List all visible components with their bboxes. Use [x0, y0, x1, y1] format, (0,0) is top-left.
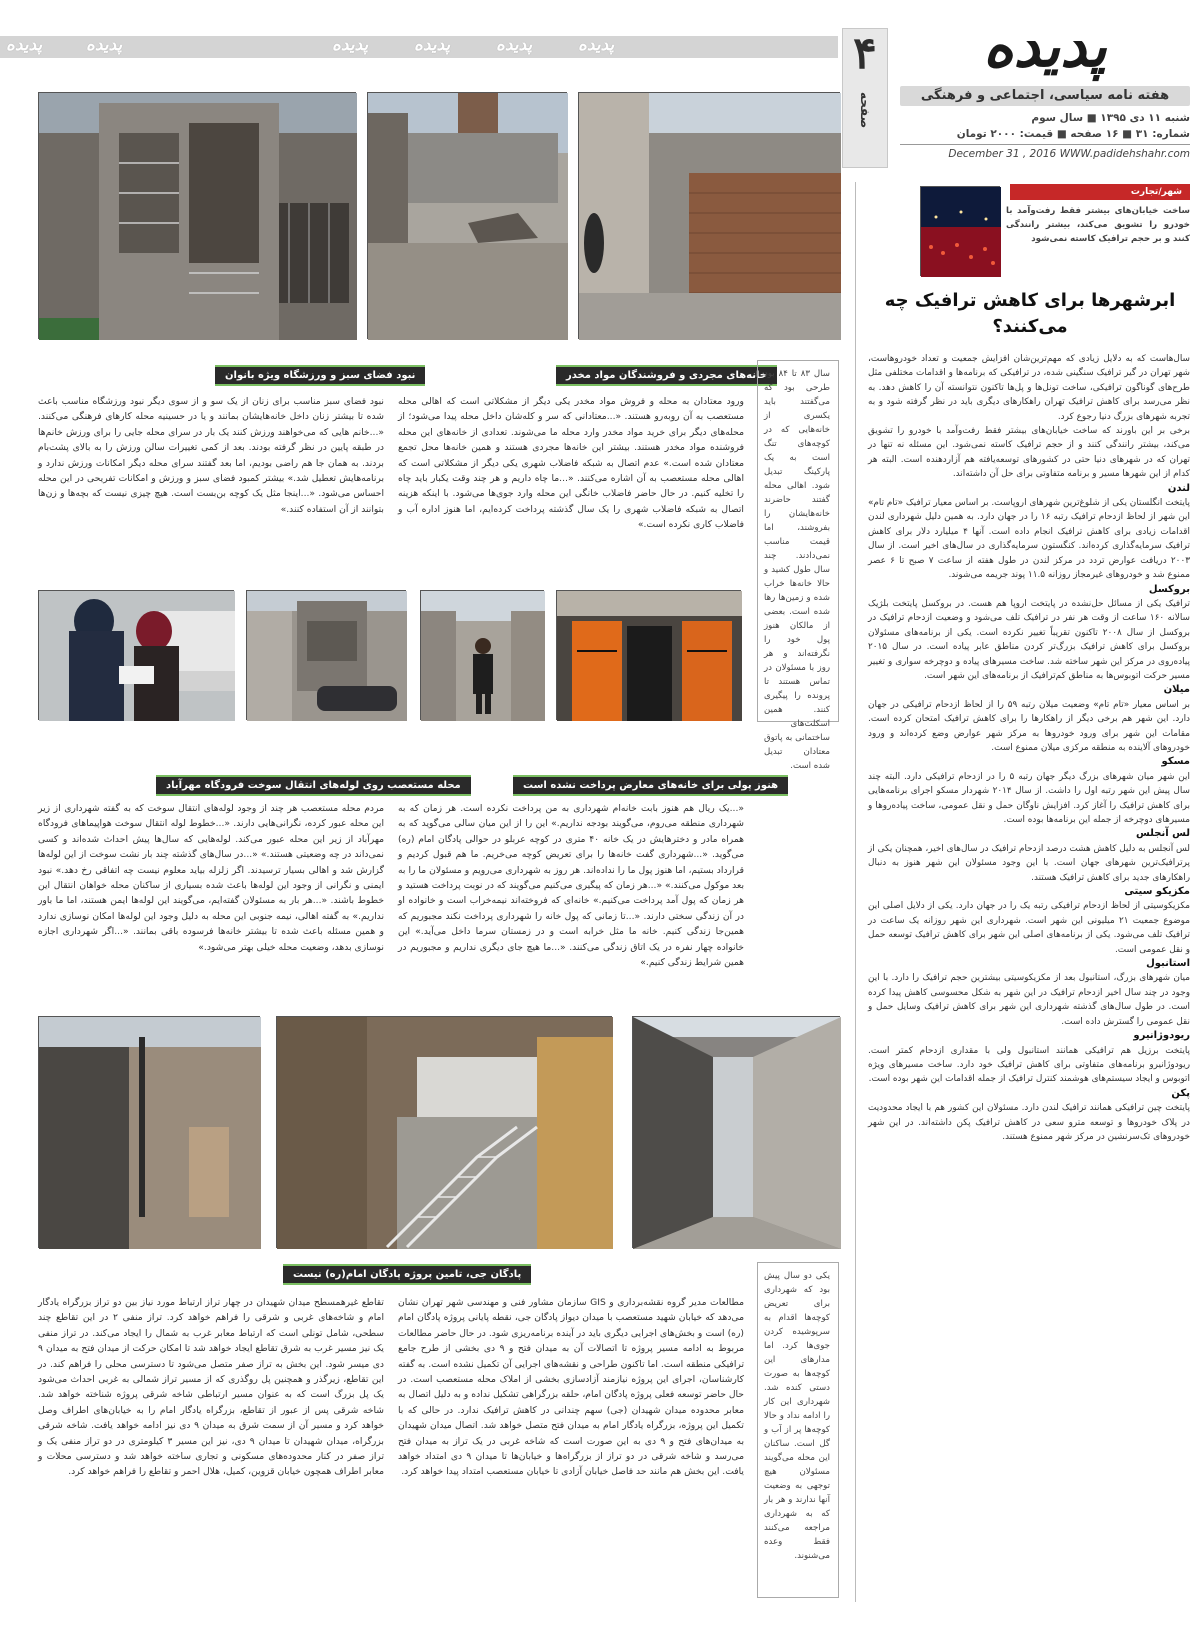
- masthead-divider: [900, 144, 1190, 145]
- photo-building-balconies-img: [39, 93, 357, 340]
- side-paragraph: بر اساس معیار «تام تام» وضعیت میلان رتبه ۵۹ را از لحاظ ازدحام ترافیکی در جهان دارد. این شهر هم برخی دیگر از راهکارها را برای کاهش ترافیک امتحان کرده است. مقامات این شهر برای ورود خودروها به مرکز شهر عوارض وضع کرده‌اند و ورود خودروهای آلاینده به منطقه مرکزی میلان ممنوع است.: [868, 699, 1190, 753]
- issue-number-line: شماره: ۳۱ ■ ۱۶ صفحه ■ قیمت: ۲۰۰۰ تومان: [956, 128, 1190, 140]
- article-text: مطالعات مدیر گروه نقشه‌برداری و GIS سازمان مشاور فنی و مهندسی شهر تهران نشان می‌دهد که خیابان شهید مستعصب با میدان دیواز پادگان جی، نقطه پایانی پروژه پادگان امام (ره) است و بخش‌های اجرایی دیگری باید در آینده برنامه‌ریزی شود. در حال حاضر مطالعات مربوط به ادامه مسیر پروژه تا اتصالات آن به میدان فتح و ۹ دی بخشی از طرح جامع ترافیکی منطقه است. اما تاکنون طراحی و نقشه‌های اجرایی آن تکمیل نشده است. به گفته کارشناسان، اجرای این پروژه نیازمند آزادسازی بخشی از املاک محله مستعصب است. در حال حاضر توسعه فعلی پروژه پادگان امام، حلقه بزرگراهی تشکیل نداده و به دلیل اتصال به معابر محدوده میدان شهیدان (جی) سهم چندانی در کاهش ترافیک ندارد. در حالی که با تکمیل این پروژه، بزرگراه یادگار امام به میدان فتح متصل خواهد شد. اتصال میدان شهیدان به میدان‌های فتح و ۹ دی به این صورت است که شاخه غربی در یک تراز به میدان فتح می‌رسد و شاخه شرقی در دو تراز از بزرگراه‌ها و خیابان‌ها تا میدان ۹ دی امتداد خواهد یافت. این بخش هم مانند حد فاصل خیابان آزادی تا خیابان مستعصب امتداد پیدا خواهد کرد.: [398, 1297, 744, 1478]
- city-heading-milan: میلان: [1163, 684, 1190, 696]
- photo-courtyard-car-img: [247, 591, 407, 721]
- side-paragraph: پایتخت چین ترافیکی همانند ترافیک لندن دارد. مسئولان این کشور هم با ایجاد محدودیت در پلاک خودروها و توسعه مترو سعی در کاهش ترافیک پکن داشته‌اند. در این شهر خودروهای تک‌سرنشین در مرکز شهر ممنوع هستند.: [868, 1103, 1190, 1142]
- article-text: تقاطع غیرهمسطح میدان شهیدان در چهار تراز ارتباط مورد نیاز بین دو تراز بزرگراه یادگار امام و شاخه‌های غربی و شرقی را فراهم خواهد کرد. تراز منفی ۲ در این تقاطع چند سطحی، شامل تونلی است که ارتباط معابر غرب به شمال را ایجاد می‌کند. در تراز منفی یک نیز مسیر غرب به شرق تقاطع ایجاد خواهد شد تا امکان حرکت از میدان فتح به میدان ۹ دی میسر شود. این بخش به تراز صفر متصل می‌شود تا دسترسی محلی را فراهم کند. در این تقاطع، زیرگذر و همچنین پل روگذری که از مسیر تراز شمالی به غربی احداث می‌شود یک پل بزرگ است که به عنوان مسیر ارتباطی شاخه شرقی پروژه شناخته خواهد شد. شاخه شرقی پس از عبور از تقاطع، بزرگراه یادگار امام را به خیابان‌های اطراف وصل خواهد کرد و مسیر آن از سمت شرق به میدان ۹ دی نیز ادامه خواهد یافت. شاخه شرقی بزرگراه، میدان شهیدان تا میدان ۹ دی، نیز این مسیر ۳ کیلومتری در دو تراز منفی یک و تراز صفر در کنار محدوده‌های مسکونی و تجاری ساخته خواهد شد و دسترسی محلات و معابر اطراف همچون خیابان قزوین، کمیل، هلال احمر و تقاطع را فراهم خواهد کرد.: [38, 1297, 384, 1478]
- side-paragraph: مکزیکوسیتی از لحاظ ازدحام ترافیکی رتبه یک را در جهان دارد. یکی از دلایل اصلی این موضوع جمعیت ۲۱ میلیونی این شهر است. شهرداری این شهر روزانه یک ساعت در ترافیک تلف می‌شود. یکی از برنامه‌های اصلی این شهر برای کاهش ترافیک توسعه حمل و نقل عمومی است.: [868, 901, 1190, 955]
- city-heading-istanbul: استانبول: [1146, 958, 1190, 970]
- article-text: نبود فضای سبز مناسب برای زنان از یک سو و از سوی دیگر نبود ورزشگاه مناسب باعث شده تا بیشتر زنان داخل خانه‌هایشان بمانند و یا در حسینیه محله کارهای فرهنگی می‌کنند. «...خانم هایی که می‌خواهند ورزش کنند یک بار در سرای محله جایی را برای ورزش خانم‌ها در طبقه پایین در نظر گرفته بودند. بعد از کمی تغییرات سالن ورزش را به بالای پشت‌بام بردند. به همان جا هم راضی بودیم، اما بعد گفتند سرای محله دیگر امکانات ورزش ندارد و برنامه‌هایش تعطیل شد.» بیشتر کمبود فضای سبز و ورزش و امکانات تفریحی در این محله احساس می‌شود. «...اینجا مثل یک کوچه بن‌بست است. هیچ چیزی نیست که بچه‌ها و زن‌ها بتوانند از آن استفاده کنند.»: [38, 396, 384, 515]
- article-text: «...یک ریال هم هنوز بابت خانه‌ام شهرداری به من پرداخت نکرده است. هر زمان که به شهرداری منطقه می‌روم، می‌گویند بودجه نداریم.» این را از این میان سالی می‌گوید که به همراه مادر و دخترهایش در یک خانه ۴۰ متری در کوچه عربلو در حوالی پادگان امام (ره) می‌گوید. «...شهرداری گفت خانه‌ها را برای تعریض کوچه می‌خریم. ما هم قبول کردیم و قرارداد بستیم، اما هنوز پول ما را نداده‌اند. هر روز به شهرداری می‌رویم و مسئولان ما را به بعد موکول می‌کنند.» «...هر زمان که پیگیری می‌کنیم می‌گویند که در نوبت پرداخت هستید و هر زمان که پول آمد پرداخت می‌کنیم.» خانه‌ای که فروخته‌اند نیمه‌خراب است و خانواده او در آن زندگی سختی دارند. «...تا زمانی که پول خانه را شهرداری پرداخت نکند مجبوریم که همین‌جا زندگی کنیم. خانه ما مثل خرابه است و در زمستان سرما داخل می‌آید.» این خانواده چهار نفره در یک اتاق زندگی می‌کنند. «...ما هیچ جای دیگری نداریم و مجبوریم در همین شرایط زندگی کنیم.»: [398, 803, 744, 969]
- photo-women-reading: [38, 590, 234, 720]
- side-paragraph: سال‌هاست که به دلایل زیادی که مهم‌ترین‌شان افزایش جمعیت و تعداد خودروها‌ست، شهر تهران در گیر ترافیک سنگینی شده، در ترافیکی که برنامه‌ها و اقدامات مختلفی مثل طرح‌های گوناگون ترافیکی، ساخت تونل‌ها و پل‌ها تاکنون نتوانسته آن را کاهش دهد. به نظر می‌رسد برای کاهش ترافیک تهران راهکارهای دیگری باید در نظر گرفته شود و به تجربه شهرهای بزرگ دنیا رجوع کرد.: [868, 354, 1190, 422]
- newspaper-logo: پدیده: [983, 12, 1107, 80]
- strip-logo: پدیده: [332, 35, 369, 55]
- side-paragraph: ترافیک یکی از مسائل حل‌نشده در پایتخت اروپا هم هست. در بروکسل پایتخت بلژیک سالانه ۱۶۰ ساعت از وقت هر نفر در ترافیک تلف می‌شود و وضعیت ازدحام ترافیک در بروکسل از سال ۲۰۰۸ تاکنون تقریباً تغییر نکرده است. یکی از برنامه‌های مسئولان بروکسل برای کاهش ترافیک بزرگ‌تر کردن مناطق عابر پیاده است. در سال ۲۰۱۵ پیاده‌روی در مرکز این شهر ساخته شد. ساخت مسیرهای پیاده و دوچرخه سواری و تغییر مسیر حرکت اتوبوس‌ها به مناطق کم‌ترافیک از برنامه‌های این شهر است.: [868, 598, 1190, 681]
- photo-caption: خانه‌های مجردی و فروشندگان مواد مخدر: [556, 365, 777, 386]
- article-text: مردم محله مستعصب هر چند از وجود لوله‌های انتقال سوخت که به گفته شهرداری از زیر این محله عبور کرده، نگرانی‌هایی دارند. «...خطوط لوله انتقال سوخت هواپیماهای فرودگاه مهرآباد از زیر این محله عبور می‌کند. لوله‌هایی که سال‌ها پیش احداث شده‌اند و کسی نمی‌داند در چه وضعیتی هستند.» «...در سال‌های گذشته چند بار نشت سوخت از این لوله‌ها گزارش شد و اهالی بسیار ترسیدند. اگر زلزله بیاید معلوم نیست چه اتفاقی رخ دهد.» نبود ایمنی و نگرانی از وجود این لوله‌ها باعث شده بسیاری از ساکنان محله خواهان انتقال این خطوط باشند. «...هر بار به مسئولان گفته‌ایم، می‌گویند این لوله‌ها ایمن هستند، اما ما باور نداریم.» به گفته اهالی، نیمه جنوبی این محله به دلیل وجود این لوله‌ها امکان نوسازی ندارد و همین مسئله باعث شده تا بیشتر خانه‌ها فرسوده باقی بمانند. «...اگر شهرداری اجازه نوسازی بدهد، وضعیت محله خیلی بهتر می‌شود.»: [38, 803, 384, 953]
- photo-caption: محله مستعصب روی لوله‌های انتقال سوخت فرودگاه مهرآباد: [156, 775, 471, 796]
- photo-staircase-img: [277, 1017, 613, 1249]
- side-paragraph: این شهر میان شهرهای بزرگ دیگر جهان رتبه ۵ را در ازدحام ترافیکی دارد. البته چند سال پیش این شهر رتبه اول را داشت. از سال ۲۰۱۴ شهردار مسکو اجرای برنامه‌هایی برای کاهش ترافیک را آغاز کرد. افزایش ناوگان حمل و نقل عمومی، ساخت پیاده‌روها و مسیرهای دوچرخه از جمله این برنامه‌ها بوده است.: [868, 771, 1190, 825]
- side-paragraph: میان شهرهای بزرگ، استانبول بعد از مکزیکوسیتی بیشترین حجم ترافیک را دارد. با این وجود در چند سال اخیر ازدحام ترافیک در این شهر به شکل محسوسی کاهش پیدا کرده است. در طول سال‌های گذشته شهرداری این شهر برای کاهش ترافیک وسایل حمل و نقل عمومی را گسترش داده است.: [868, 973, 1190, 1027]
- photo-long-alley-img: [633, 1017, 841, 1249]
- photo-man-alley-img: [421, 591, 545, 721]
- photo-orange-doors: [556, 590, 741, 720]
- sidenote-box: یکی دو سال پیش بود که شهرداری برای تعریض کوچه‌ها اقدام به سرپوشیده کردن جوی‌ها کرد. اما مدارهای این کوچه‌ها به صورت دستی کنده شد. شهرداری این کار را ادامه نداد و حالا کوچه‌ها پر از آب و گل است. ساکنان این محله می‌گویند مسئولان هیچ توجهی به وضعیت آنها ندارند و هر بار که به شهرداری مراجعه می‌کنند فقط وعده می‌شنوند.: [757, 1262, 839, 1598]
- strip-logo: پدیده: [414, 35, 451, 55]
- photo-caption: هنوز پولی برای خانه‌های معارض پرداخت نشده است: [513, 775, 788, 796]
- photo-orange-doors-img: [557, 591, 742, 721]
- side-article-body: [868, 352, 1190, 1602]
- photo-narrow-wall: [38, 1016, 260, 1248]
- article-text: ورود معتادان به محله و فروش مواد مخدر یکی دیگر از مشکلاتی است که اهالی محله مستعصب به آن روبه‌رو هستند. «...معتادانی که سر و کله‌شان داخل محله پیدا می‌شود؛ از محله‌های دیگر برای خرید مواد مخدر وارد محله ما می‌شوند. تعدادی از خانه‌های این محله فروشنده مواد مخدر هستند. بیشتر این خانه‌ها مجردی هستند و همین خانه‌ها محل تجمع معتادان شده است.» عدم اتصال به شبکه فاضلاب شهری یکی دیگر از مشکلاتی است که اهالی محله مستعصب به آن اشاره می‌کنند. «...ما چاه داریم و هر چند وقت یکبار باید چاه را تخلیه کنیم. در حال حاضر فاضلاب خانگی این محله وارد جوی‌ها می‌شود. با اینکه هزینه اتصال به شبکه فاضلاب شهری را یک سال گذشته پرداخت کرده‌ایم، اما هنوز اداره آب و فاضلاب کاری نکرده است.»: [398, 396, 744, 531]
- side-headline: ابرشهرها برای کاهش ترافیک چه می‌کنند؟: [884, 290, 1176, 337]
- photo-caption: پادگان جی، تامین پروژه پادگان امام(ره) نیست: [283, 1264, 531, 1285]
- column-divider: [855, 182, 856, 1602]
- city-heading-rio: ریودوژانیرو: [1133, 1030, 1190, 1042]
- city-heading-la: لس آنجلس: [1136, 828, 1190, 840]
- photo-long-alley: [632, 1016, 840, 1248]
- photo-courtyard-car: [246, 590, 406, 720]
- photo-demolished-lot-img: [368, 93, 568, 340]
- city-heading-mexico: مکزیکو سیتی: [1124, 886, 1190, 898]
- side-teaser: ساخت خیابان‌های بیشتر فقط رفت‌وآمد با خودرو را تشویق می‌کند، بیشتر رانندگی کنند و بر حجم ترافیک کاسته نمی‌شود: [1006, 206, 1190, 244]
- tagline-bar: هفته نامه سیاسی، اجتماعی و فرهنگی: [900, 86, 1190, 106]
- photo-traffic-night: [920, 186, 1000, 276]
- photo-staircase: [276, 1016, 612, 1248]
- page-word: صفحه: [858, 92, 872, 129]
- issue-date-line: شنبه ۱۱ دی ۱۳۹۵ ■ سال سوم: [1031, 112, 1190, 124]
- strip-logo: پدیده: [496, 35, 533, 55]
- strip-logo: پدیده: [6, 35, 43, 55]
- photo-demolished-lot: [367, 92, 567, 339]
- section-tag: شهر/تجارت: [1010, 184, 1190, 200]
- page-number: ۴: [853, 28, 877, 79]
- photo-brick-alley-img: [579, 93, 841, 340]
- photo-building-balconies: [38, 92, 356, 339]
- photo-women-reading-img: [39, 591, 235, 721]
- photo-man-alley: [420, 590, 544, 720]
- city-heading-london: لندن: [1167, 482, 1190, 494]
- website-line: December 31 , 2016 WWW.padidehshahr.com: [948, 148, 1190, 160]
- photo-traffic-night-img: [921, 187, 1001, 277]
- side-paragraph: لس آنجلس به دلیل کاهش هشت درصد ازدحام ترافیک در سال‌های اخیر، همچنان یکی از پرترافیک‌ترین شهرهای جهان است. با این وجود مسئولان این شهر هنوز به دنبال راهکارهای جدید برای کاهش ترافیک هستند.: [868, 843, 1190, 883]
- photo-brick-alley: [578, 92, 840, 339]
- side-paragraph: پایتخت برزیل هم ترافیکی همانند استانبول ولی با مقداری ازدحام کمتر است. ریودوژانیرو برنامه‌های متفاوتی برای کاهش ترافیک خود دارد. ساخت مسیرهای ویژه اتوبوس و ایجاد سیستم‌های هوشمند کنترل ترافیک از جمله اقدامات این شهر بوده است.: [868, 1045, 1190, 1085]
- city-heading-beijing: پکن: [1171, 1087, 1190, 1099]
- photo-caption: نبود فضای سبز و ورزشگاه ویژه بانوان: [215, 365, 425, 386]
- strip-logo: پدیده: [86, 35, 123, 55]
- strip-logo: پدیده: [578, 35, 615, 55]
- city-heading-moscow: مسکو: [1161, 756, 1190, 768]
- side-paragraph: پایتخت انگلستان یکی از شلوغ‌ترین شهرهای اروپاست. بر اساس معیار ترافیک «تام تام» این شهر از لحاظ ازدحام ترافیک رتبه ۱۶ را در جهان دارد. به همین دلیل شهرداری لندن اقدامات زیادی برای کاهش ترافیک انجام داده است. آنها ۴ میلیارد دلار برای کاهش ترافیک سرمایه‌گذاری کرده‌اند. کنگستون سرمایه‌گذاری در سال‌های اخیر است. از سال ۲۰۰۳ دریافت عوارض تردد در مرکز لندن در طول هفته از ساعت ۷ صبح تا ۶ عصر ممنوع شد و خودروهای غیرمجاز روزانه ۱۱.۵ پوند جریمه می‌شوند.: [868, 498, 1190, 581]
- photo-narrow-wall-img: [39, 1017, 261, 1249]
- city-heading-brussels: بروکسل: [1148, 583, 1190, 595]
- side-paragraph: برخی بر این باورند که ساخت خیابان‌های بیشتر فقط رفت‌وآمد با خودرو را تشویق می‌کند، بیشتر رانندگی کنند و از حجم ترافیک کاسته نمی‌شود. این مسئله نه تنها در تهران که در شهرهای دنیا حتی در کشورهای توسعه‌یافته هم آزاردهنده است. البته هر کدام از این شهرها مسیر و برنامه متفاوتی برای حل آن داشته‌اند.: [868, 426, 1190, 480]
- sidenote-box: سال ۸۳ تا ۸۴ بود طرحی بود که می‌گفتند باید یکسری از خانه‌هایی که در کوچه‌های تنگ است به یک پارکینگ تبدیل شود. اهالی محله گفتند حاضرند خانه‌هایشان را بفروشند، اما قیمت مناسب نمی‌دادند. چند سال طول کشید و حالا خانه‌ها خراب شده و زمین‌ها رها شده است. بعضی از مالکان هنوز پول خود را نگرفته‌اند و هر روز با مسئولان در تماس هستند تا پرونده را پیگیری کنند. همین اسکلت‌های ساختمانی به پاتوق معتادان تبدیل شده است.: [757, 360, 839, 722]
